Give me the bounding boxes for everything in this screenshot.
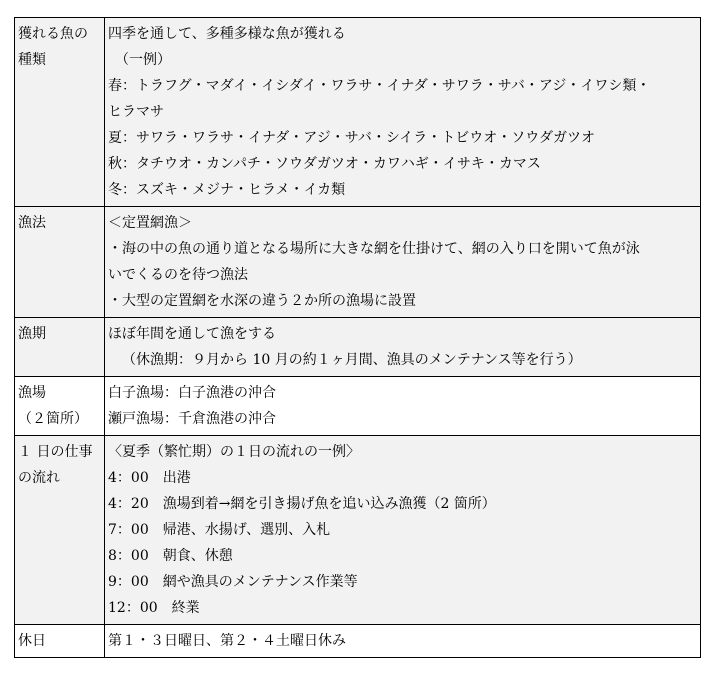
row-content-method	[105, 207, 701, 318]
label-line: 漁法	[18, 215, 46, 231]
content-line: 第１・３日曜日、第２・４土曜日休み	[108, 633, 346, 649]
label-line: の流れ	[18, 470, 60, 486]
table-row-daily-flow	[15, 436, 701, 625]
row-content-species	[105, 18, 701, 207]
label-line: 漁期	[18, 326, 46, 342]
content-line: （休漁期：９月から 10 月の約１ヶ月間、漁具のメンテナンス等を行う）	[122, 352, 582, 368]
table-row-grounds	[15, 377, 701, 436]
row-label-season	[15, 318, 105, 377]
content-line: 春：トラフグ・マダイ・イシダイ・ワラサ・イナダ・サワラ・サバ・アジ・イワシ類・	[108, 78, 651, 94]
label-line: 獲れる魚の	[18, 26, 88, 42]
row-label-species	[15, 18, 105, 207]
row-content-holidays	[105, 625, 701, 658]
content-line: （一例）	[115, 52, 171, 68]
label-line: 漁場	[18, 385, 46, 401]
content-line: いでくるのを待つ漁法	[108, 267, 248, 283]
content-line: 瀬戸漁場：千倉漁港の沖合	[108, 411, 276, 427]
label-line: （２箇所）	[18, 411, 88, 427]
content-line: 夏：サワラ・ワラサ・イナダ・アジ・サバ・シイラ・トビウオ・ソウダガツオ	[108, 130, 596, 146]
row-label-holidays	[15, 625, 105, 658]
row-content-daily-flow	[105, 436, 701, 625]
label-line: 種類	[18, 52, 46, 68]
content-line: 8：00 朝食、休憩	[108, 548, 233, 564]
label-line: １ 日の仕事	[18, 444, 93, 460]
table-row-holidays	[15, 625, 701, 658]
content-line: 四季を通して、多種多様な魚が獲れる	[108, 26, 346, 42]
table-row-species	[15, 18, 701, 207]
content-line: 4：00 出港	[108, 470, 191, 486]
content-line: 4：20 漁場到着→網を引き揚げ魚を追い込み漁獲（2 箇所）	[108, 496, 496, 512]
content-line: 白子漁場：白子漁港の沖合	[108, 385, 276, 401]
row-content-season	[105, 318, 701, 377]
label-line: 休日	[18, 633, 46, 649]
content-line: ヒラマサ	[108, 104, 164, 120]
row-label-daily-flow	[15, 436, 105, 625]
content-line: 9：00 網や漁具のメンテナンス作業等	[108, 574, 358, 590]
content-line: ・海の中の魚の通り道となる場所に大きな網を仕掛けて、網の入り口を開いて魚が泳	[108, 241, 640, 257]
content-line: 秋：タチウオ・カンパチ・ソウダガツオ・カワハギ・イサキ・カマス	[108, 156, 541, 172]
content-line: ・大型の定置網を水深の違う２か所の漁場に設置	[108, 293, 416, 309]
fishery-info-table	[14, 17, 701, 658]
row-label-grounds	[15, 377, 105, 436]
table-row-season	[15, 318, 701, 377]
content-line: 〈夏季（繁忙期）の１日の流れの一例〉	[108, 444, 360, 460]
row-label-method	[15, 207, 105, 318]
table-row-method	[15, 207, 701, 318]
content-line: 7：00 帰港、水揚げ、選別、入札	[108, 522, 331, 538]
content-line: ほぼ年間を通して漁をする	[108, 326, 276, 342]
content-line: 冬：スズキ・メジナ・ヒラメ・イカ類	[108, 182, 346, 198]
row-content-grounds	[105, 377, 701, 436]
content-line: ＜定置網漁＞	[108, 215, 192, 231]
content-line: 12：00 終業	[108, 600, 200, 616]
